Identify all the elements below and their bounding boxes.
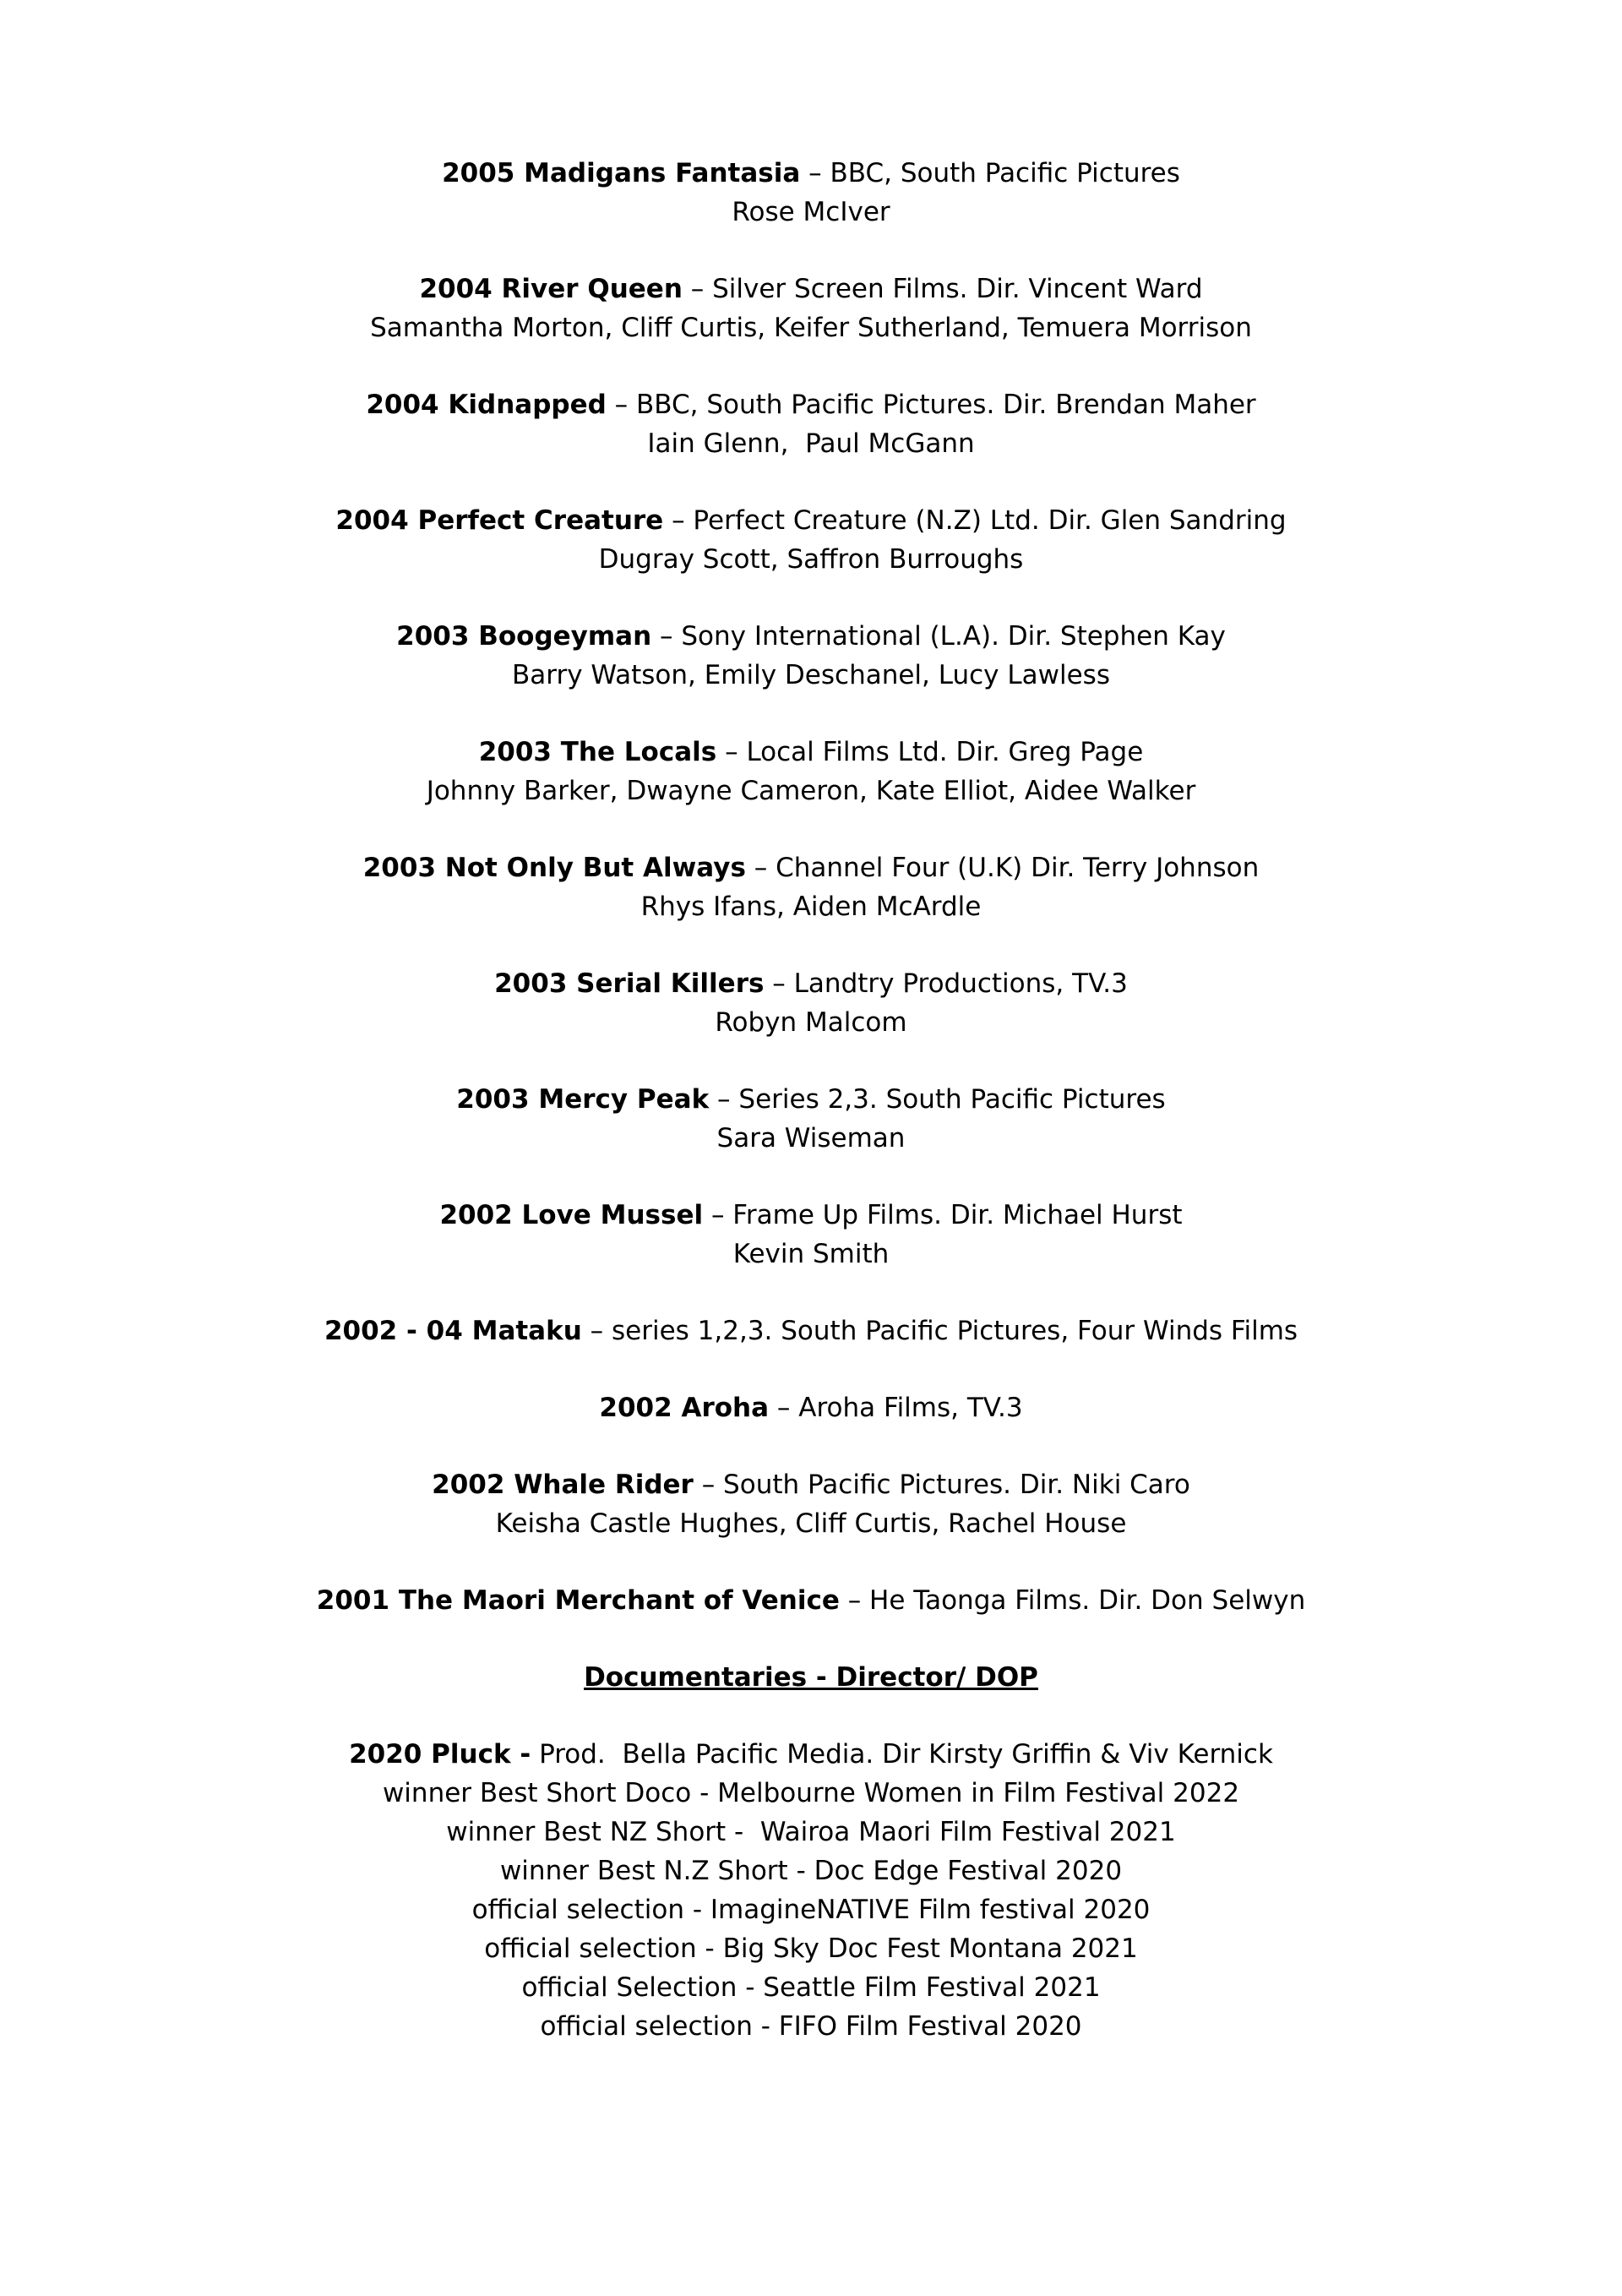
credit-cast: Dugray Scott, Saffron Burroughs: [598, 544, 1024, 575]
credit-title: 2004 River Queen: [419, 274, 683, 304]
credit-title: 2002 Whale Rider: [432, 1470, 694, 1500]
credit-cast: Robyn Malcom: [715, 1007, 907, 1038]
credit-cast: Barry Watson, Emily Deschanel, Lucy Lawless: [512, 660, 1110, 690]
credit-heading: [220, 733, 1402, 772]
credit-details: – Frame Up Films. Dir. Michael Hurst: [703, 1200, 1183, 1230]
credit-heading: [220, 385, 1402, 424]
credit-details: – Channel Four (U.K) Dir. Terry Johnson: [745, 853, 1260, 883]
credit-title: 2005 Madigans Fantasia: [442, 158, 801, 188]
documentary-details: Prod. Bella Pacific Media. Dir Kirsty Griffin & Viv Kernick: [531, 1739, 1273, 1770]
credit-title: 2003 The Locals: [478, 737, 717, 767]
credit-heading: [220, 270, 1402, 308]
credit-title: 2003 Mercy Peak: [456, 1084, 710, 1115]
credit-title: 2002 - 04 Mataku: [324, 1316, 582, 1346]
credit-details: – series 1,2,3. South Pacific Pictures, Four Winds Films: [581, 1316, 1298, 1346]
credit-entry: [220, 1312, 1402, 1350]
credit-details: – Perfect Creature (N.Z) Ltd. Dir. Glen Sandring: [663, 505, 1287, 536]
credit-entry: [220, 617, 1402, 695]
credit-details: – South Pacific Pictures. Dir. Niki Caro: [693, 1470, 1190, 1500]
credit-title: 2003 Serial Killers: [494, 968, 765, 999]
credit-title: 2003 Boogeyman: [396, 621, 652, 652]
credit-details: – Sony International (L.A). Dir. Stephen Kay: [651, 621, 1226, 652]
credit-entry: [220, 1196, 1402, 1273]
credit-heading: [220, 617, 1402, 656]
credit-heading: [220, 1388, 1402, 1427]
credit-cast: Rose McIver: [732, 197, 890, 227]
credit-heading: [220, 1465, 1402, 1504]
credits-list: [220, 154, 1402, 2084]
credit-heading: [220, 1080, 1402, 1119]
credit-cast: Iain Glenn, Paul McGann: [647, 428, 975, 459]
credit-entry: [220, 964, 1402, 1042]
credit-cast: Rhys Ifans, Aiden McArdle: [640, 892, 982, 922]
credit-details: – Series 2,3. South Pacific Pictures: [709, 1084, 1166, 1115]
credit-heading: [220, 848, 1402, 887]
award-item: official selection - Big Sky Doc Fest Montana 2021: [484, 1933, 1138, 1964]
credit-entry: [220, 848, 1402, 926]
credit-details: – BBC, South Pacific Pictures: [800, 158, 1180, 188]
credit-cast: Sara Wiseman: [716, 1123, 906, 1153]
documentary-title: 2020 Pluck -: [349, 1739, 531, 1770]
documentary-heading: [220, 1735, 1402, 1774]
credit-details: – Silver Screen Films. Dir. Vincent Ward: [682, 274, 1203, 304]
credit-heading: [220, 1312, 1402, 1350]
award-item: winner Best NZ Short - Wairoa Maori Film Festival 2021: [446, 1817, 1176, 1847]
credit-details: – BBC, South Pacific Pictures. Dir. Brendan Maher: [606, 390, 1256, 420]
documentary-entry: [220, 1735, 1402, 2046]
credit-entry: [220, 154, 1402, 232]
credit-details: – Local Films Ltd. Dir. Greg Page: [716, 737, 1144, 767]
credit-details: – Landtry Productions, TV.3: [764, 968, 1128, 999]
credit-entry: [220, 270, 1402, 347]
credit-entry: [220, 385, 1402, 463]
credit-entry: [220, 1581, 1402, 1620]
credit-entry: [220, 1080, 1402, 1158]
credit-title: 2001 The Maori Merchant of Venice: [316, 1585, 840, 1616]
credit-title: 2003 Not Only But Always: [362, 853, 746, 883]
award-item: official selection - ImagineNATIVE Film festival 2020: [471, 1895, 1151, 1925]
credit-entry: [220, 1388, 1402, 1427]
credit-cast: Johnny Barker, Dwayne Cameron, Kate Elliot, Aidee Walker: [426, 776, 1196, 806]
credit-cast: Keisha Castle Hughes, Cliff Curtis, Rachel House: [495, 1508, 1127, 1539]
credit-details: – He Taonga Films. Dir. Don Selwyn: [839, 1585, 1306, 1616]
award-item: official selection - FIFO Film Festival 2020: [540, 2011, 1082, 2042]
credit-entry: [220, 501, 1402, 579]
credit-title: 2002 Love Mussel: [439, 1200, 704, 1230]
documentaries-heading: Documentaries - Director/ DOP: [584, 1662, 1038, 1693]
credit-title: 2004 Perfect Creature: [335, 505, 664, 536]
credit-cast: Kevin Smith: [732, 1239, 890, 1269]
credit-cast: Samantha Morton, Cliff Curtis, Keifer Sutherland, Temuera Morrison: [370, 313, 1252, 343]
credit-title: 2004 Kidnapped: [366, 390, 607, 420]
award-item: official Selection - Seattle Film Festival 2021: [521, 1972, 1101, 2003]
award-item: winner Best N.Z Short - Doc Edge Festival 2020: [499, 1856, 1123, 1886]
credit-entry: [220, 1465, 1402, 1543]
credit-heading: [220, 1581, 1402, 1620]
credit-details: – Aroha Films, TV.3: [769, 1393, 1023, 1423]
credit-heading: [220, 1196, 1402, 1235]
credit-heading: [220, 154, 1402, 193]
credit-title: 2002 Aroha: [599, 1393, 770, 1423]
credit-heading: [220, 501, 1402, 540]
award-item: winner Best Short Doco - Melbourne Women in Film Festival 2022: [382, 1778, 1240, 1808]
credit-entry: [220, 733, 1402, 810]
credit-heading: [220, 964, 1402, 1003]
